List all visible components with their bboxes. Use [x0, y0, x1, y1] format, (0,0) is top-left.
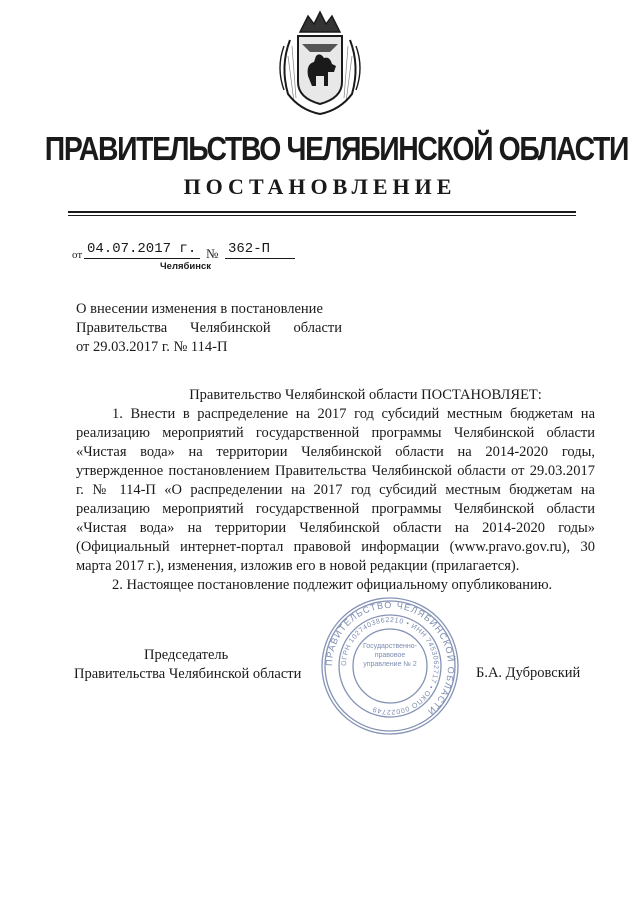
subject-heading: [76, 300, 342, 357]
paragraph-2: 2. Настоящее постановление подлежит официальному опубликованию.: [112, 577, 553, 593]
signer-name: Б.А. Дубровский: [476, 665, 581, 681]
decree-number: 362-П: [228, 241, 271, 257]
subject-line: [76, 319, 342, 338]
decree-body: [76, 386, 595, 595]
government-title: ПРАВИТЕЛЬСТВО ЧЕЛЯБИНСКОЙ ОБЛАСТИ: [44, 130, 629, 167]
signature-block: [74, 646, 314, 684]
header-rule: [68, 211, 576, 213]
date-label: от: [72, 249, 83, 261]
subject-word: области: [293, 320, 342, 336]
city: Челябинск: [160, 261, 212, 272]
preamble: Правительство Челябинской области ПОСТАНОВЛЯЕТ:: [189, 387, 542, 403]
signer-organization: Правительства Челябинской области: [74, 666, 302, 682]
seal-ring-text: ПРАВИТЕЛЬСТВО ЧЕЛЯБИНСКОЙ ОБЛАСТИ: [323, 599, 457, 718]
header-rule-thin: [68, 215, 576, 216]
subject-line: от 29.03.2017 г. № 114-П: [76, 339, 228, 355]
subject-line: О внесении изменения в постановление: [76, 301, 323, 317]
official-seal: [318, 594, 462, 738]
subject-word: Правительства: [76, 320, 168, 336]
paragraph-1: 1. Внести в распределение на 2017 год субсидий местным бюджетам на реализацию мероприятий государственной программы Челябинской области «Чистая вода» на территории Челябинской области на 2014-2020 годы, утвержденное постановлением Правительства Челябинской области от 29.03.2017 г. № 114-П «О распределении на 2017 год субсидий местным бюджетам на реализацию мероприятий государственной программы Челябинской области «Чистая вода» на территории Челябинской области на 2014-2020 годы» (Официальный интернет-портал правовой информации (www.pravo.gov.ru), 30 марта 2017 г.), изменения, изложив его в новой редакции (прилагается).: [76, 406, 595, 574]
seal-codes-text: ОГРН 1027403862210 • ИНН 7453062717 • ОКПО 00022749: [340, 616, 440, 716]
subject-word: Челябинской: [190, 320, 271, 336]
decree-date: 04.07.2017 г.: [87, 241, 197, 257]
signer-role: Председатель: [144, 647, 229, 663]
date-underline: [84, 258, 200, 259]
number-underline: [225, 258, 295, 259]
document-type: ПОСТАНОВЛЕНИЕ: [183, 174, 457, 199]
coat-of-arms-icon: [270, 6, 370, 118]
seal-center-text: Государственно-правовое управление № 2: [362, 643, 418, 668]
number-label: №: [206, 246, 219, 261]
